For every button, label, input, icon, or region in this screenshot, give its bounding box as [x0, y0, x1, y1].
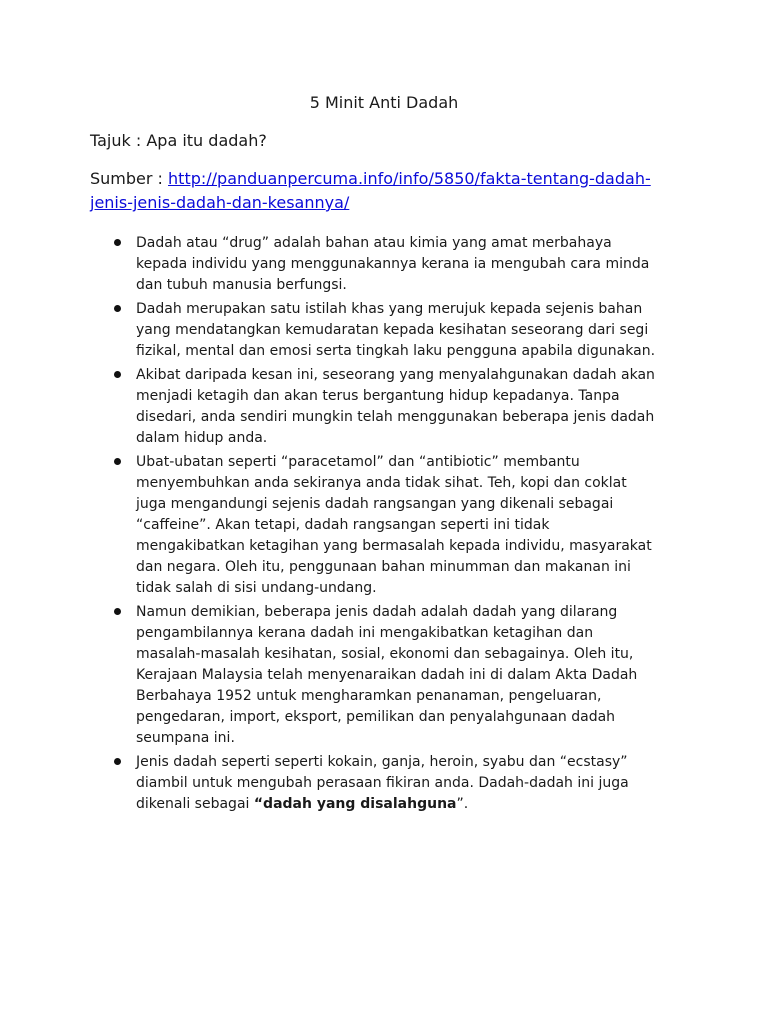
- list-item-text: Namun demikian, beberapa jenis dadah adalah dadah yang dilarang pengambilannya kerana dadah ini mengakibatkan ketagihan dan masalah-masalah kesihatan, sosial, ekonomi dan sebagainya. Oleh itu, Kerajaan Malaysia telah menyenaraikan dadah ini di dalam Akta Dadah Berbahaya 1952 untuk mengharamkan penanaman, pengeluaran, pengedaran, import, eksport, pemilikan dan penyalahgunaan dadah seumpana ini.: [136, 604, 638, 746]
- bold-term: “dadah yang disalahguna: [253, 796, 457, 812]
- list-item-text: Akibat daripada kesan ini, seseorang yang menyalahgunakan dadah akan menjadi ketagih dan akan terus bergantung hidup kepadanya. Tanpa disedari, anda sendiri mungkin telah menggunakan beberapa jenis dadah dalam hidup anda.: [136, 367, 655, 446]
- list-item: [112, 299, 657, 362]
- list-item-text: Dadah atau “drug” adalah bahan atau kimia yang amat merbahaya kepada individu yang menggunakannya kerana ia mengubah cara minda dan tubuh manusia berfungsi.: [136, 235, 650, 293]
- list-item: [112, 365, 657, 449]
- list-item: [112, 452, 657, 599]
- list-item: [112, 752, 657, 815]
- list-item-text-start: Jenis dadah seperti seperti kokain, ganja, heroin, syabu dan “ecstasy” diambil untuk mengubah perasaan fikiran anda. Dadah-dadah ini juga dikenali sebagai: [136, 754, 629, 812]
- document-title: 5 Minit Anti Dadah: [309, 93, 459, 112]
- list-item-text: Ubat-ubatan seperti “paracetamol” dan “antibiotic” membantu menyembuhkan anda sekiranya anda tidak sihat. Teh, kopi dan coklat juga mengandungi sejenis dadah rangsangan yang dikenali sebagai “caffeine”. Akan tetapi, dadah rangsangan seperti ini tidak mengakibatkan ketagihan yang bermasalah kepada individu, masyarakat dan negara. Oleh itu, penggunaan bahan minumman dan makanan ini tidak salah di sisi undang-undang.: [136, 454, 652, 596]
- list-item: [112, 233, 657, 296]
- list-item: [112, 602, 657, 749]
- list-item-text-end: ”.: [456, 796, 469, 812]
- source-heading: [90, 167, 690, 215]
- list-item-text: Dadah merupakan satu istilah khas yang merujuk kepada sejenis bahan yang mendatangkan kemudaratan kepada kesihatan seseorang dari segi fizikal, mental dan emosi serta tingkah laku pengguna apabila digunakan.: [136, 301, 656, 359]
- bullet-icon: [114, 371, 121, 378]
- source-label: Sumber :: [90, 169, 169, 188]
- bullet-list: [112, 233, 657, 818]
- source-link[interactable]: http://panduanpercuma.info/info/5850/fakta-tentang-dadah-jenis-jenis-dadah-dan-kesannya/: [90, 169, 651, 212]
- list-item-text: [136, 754, 629, 812]
- topic-heading: Tajuk : Apa itu dadah?: [90, 131, 267, 150]
- bullet-icon: [114, 305, 121, 312]
- bullet-icon: [114, 758, 121, 765]
- bullet-icon: [114, 458, 121, 465]
- bullet-icon: [114, 239, 121, 246]
- bullet-icon: [114, 608, 121, 615]
